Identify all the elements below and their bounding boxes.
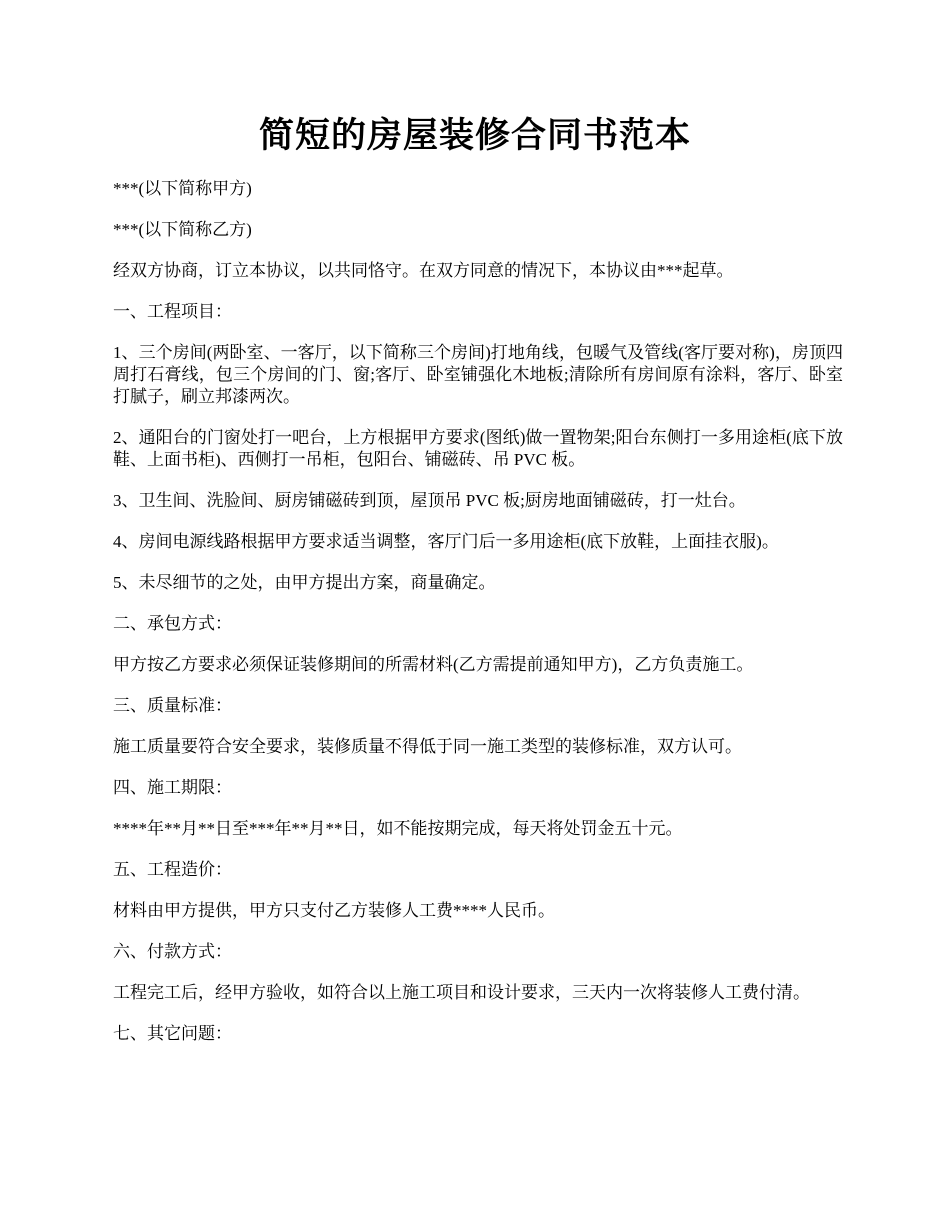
schedule-paragraph: ****年**月**日至***年**月**日，如不能按期完成，每天将处罚金五十元。 (113, 819, 683, 838)
preamble-paragraph: 经双方协商，订立本协议，以共同恪守。在双方同意的情况下，本协议由***起草。 (113, 261, 734, 280)
project-item-2: 2、通阳台的门窗处打一吧台，上方根据甲方要求(图纸)做一置物架;阳台东侧打一多用途柜(底下放鞋、上面书柜)、西侧打一吊柜，包阳台、铺磁砖、吊 PVC 板。 (113, 428, 843, 469)
contract-mode-paragraph: 甲方按乙方要求必须保证装修期间的所需材料(乙方需提前通知甲方)，乙方负责施工。 (113, 655, 754, 674)
project-item-3: 3、卫生间、洗脸间、厨房铺磁砖到顶，屋顶吊 PVC 板;厨房地面铺磁砖，打一灶台。 (113, 491, 746, 510)
cost-paragraph: 材料由甲方提供，甲方只支付乙方装修人工费****人民币。 (113, 901, 555, 920)
section-heading-cost: 五、工程造价： (113, 860, 232, 879)
section-heading-payment: 六、付款方式： (113, 942, 232, 961)
payment-paragraph: 工程完工后，经甲方验收，如符合以上施工项目和设计要求，三天内一次将装修人工费付清。 (113, 983, 810, 1002)
project-item-5: 5、未尽细节的之处，由甲方提出方案，商量确定。 (113, 573, 496, 592)
section-heading-other: 七、其它问题： (113, 1024, 232, 1043)
section-heading-project: 一、工程项目： (113, 302, 232, 321)
document-body (113, 178, 843, 1064)
section-heading-contract-mode: 二、承包方式： (113, 614, 232, 633)
section-heading-schedule: 四、施工期限： (113, 778, 232, 797)
party-b-line: ***(以下简称乙方) (113, 220, 252, 239)
party-a-line: ***(以下简称甲方) (113, 179, 252, 198)
quality-paragraph: 施工质量要符合安全要求，装修质量不得低于同一施工类型的装修标准，双方认可。 (113, 737, 742, 756)
document-title: 简短的房屋装修合同书范本 (258, 115, 691, 156)
section-heading-quality: 三、质量标准： (113, 696, 232, 715)
project-item-4: 4、房间电源线路根据甲方要求适当调整，客厅门后一多用途柜(底下放鞋，上面挂衣服)。 (113, 532, 779, 551)
project-item-1: 1、三个房间(两卧室、一客厅，以下简称三个房间)打地角线，包暖气及管线(客厅要对称)，房顶四周打石膏线，包三个房间的门、窗;客厅、卧室铺强化木地板;清除所有房间原有涂料，客厅、卧室打腻子，刷立邦漆两次。 (113, 343, 843, 406)
